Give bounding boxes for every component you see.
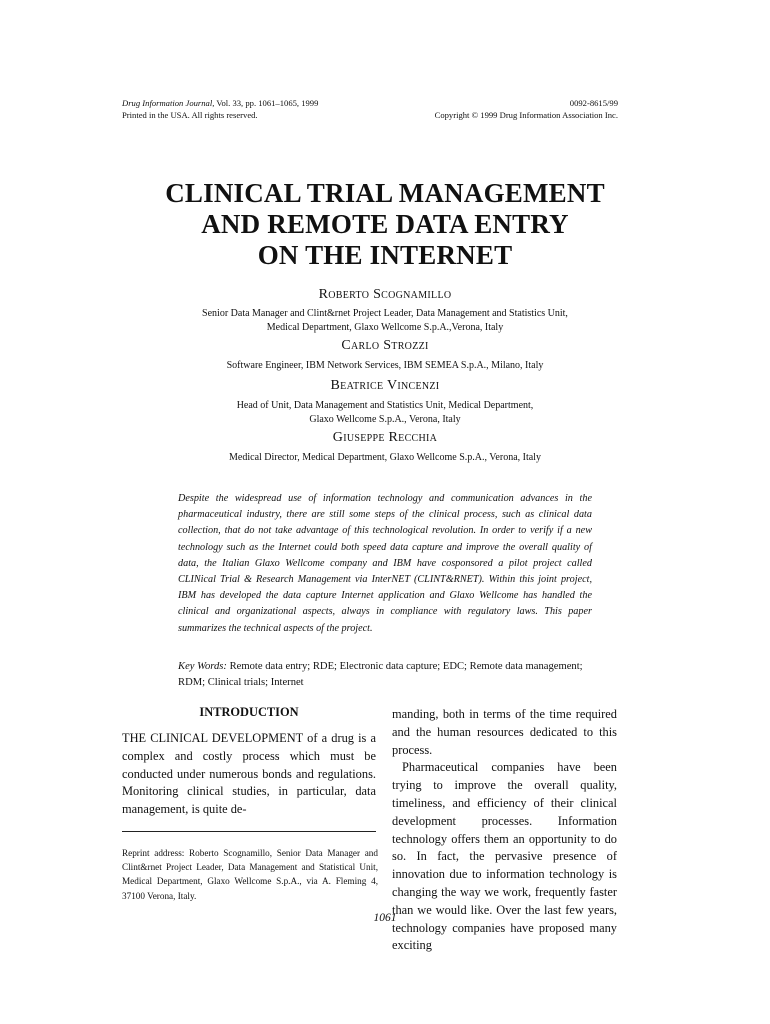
- paragraph: Pharmaceutical companies have been trying to improve the overall quality, timeliness, and efficiency of their clinical development processes. Information technology offers them an opportunity to do so. In fact, the pervasive presence of innovation due to information technology is changing the way we work, frequently faster than we would like. Over the last few years, technology companies have proposed many exciting: [392, 760, 617, 953]
- author-name: Beatrice Vincenzi: [330, 378, 440, 393]
- running-header-right: [435, 97, 618, 121]
- author-affiliation: Senior Data Manager and Clint&rnet Project Leader, Data Management and Statistics Unit, Medical Department, Glaxo Wellcome S.p.A.,Verona, Italy: [202, 308, 568, 333]
- keywords: [178, 659, 592, 691]
- keywords-label: Key Words:: [178, 661, 227, 672]
- paragraph: manding, both in terms of the time required and the human resources dedicated to this process.: [392, 707, 617, 757]
- running-header-left: [122, 97, 318, 121]
- author-name: Carlo Strozzi: [341, 338, 429, 353]
- author-affiliation: Head of Unit, Data Management and Statistics Unit, Medical Department, Glaxo Wellcome S.p.A., Verona, Italy: [236, 400, 534, 425]
- author-affiliation: Medical Director, Medical Department, Glaxo Wellcome S.p.A., Verona, Italy: [229, 452, 541, 463]
- copyright: Copyright © 1999 Drug Information Association Inc.: [434, 110, 618, 120]
- page-number: 1061: [373, 912, 397, 924]
- abstract: Despite the widespread use of information technology and communication advances in the pharmaceutical industry, there are still some steps of the clinical process, such as clinical data collection, that do not take advantage of this technological revolution. In order to verify if a new technology such as the Internet could both speed data capture and improve the overall quality of data, the Italian Glaxo Wellcome company and IBM have cosponsored a pilot project called CLINical Trial & Research Management via InterNET (CLINT&RNET). Within this joint project, IBM has developed the data capture Internet application and Glaxo Wellcome has handled the clinical and organizational aspects, always in compliance with regulatory laws. This paper summarizes the technical aspects of the project.: [178, 493, 592, 634]
- keywords-text: Remote data entry; RDE; Electronic data capture; EDC; Remote data management; RDM; Clinical trials; Internet: [178, 661, 583, 689]
- author-name: Giuseppe Recchia: [332, 430, 438, 445]
- print-notice: Printed in the USA. All rights reserved.: [122, 110, 258, 120]
- article-title: [0, 178, 770, 271]
- footnote-divider: [122, 831, 376, 832]
- title-line-2: AND REMOTE DATA ENTRY: [201, 209, 569, 239]
- author-name: Roberto Scognamillo: [318, 287, 452, 302]
- introduction-text-left: THE CLINICAL DEVELOPMENT of a drug is a complex and costly process which must be conducted under numerous bonds and regulations. Monitoring clinical studies, in particular, data management, is quite de-: [122, 731, 376, 817]
- title-line-3: ON THE INTERNET: [257, 240, 513, 270]
- journal-volume: , Vol. 33, pp. 1061–1065, 1999: [212, 98, 319, 108]
- journal-name: Drug Information Journal: [122, 98, 213, 108]
- author-affiliation: Software Engineer, IBM Network Services, IBM SEMEA S.p.A., Milano, Italy: [226, 360, 544, 371]
- issn: 0092-8615/99: [569, 98, 618, 108]
- reprint-footnote: Reprint address: Roberto Scognamillo, Senior Data Manager and Clint&rnet Project Leader, Data Management and Statistical Unit, Medical Department, Glaxo Wellcome S.p.A., via A. Fleming 4, 37100 Verona, Italy.: [122, 848, 378, 901]
- section-heading: INTRODUCTION: [199, 705, 299, 719]
- title-line-1: CLINICAL TRIAL MANAGEMENT: [165, 178, 605, 208]
